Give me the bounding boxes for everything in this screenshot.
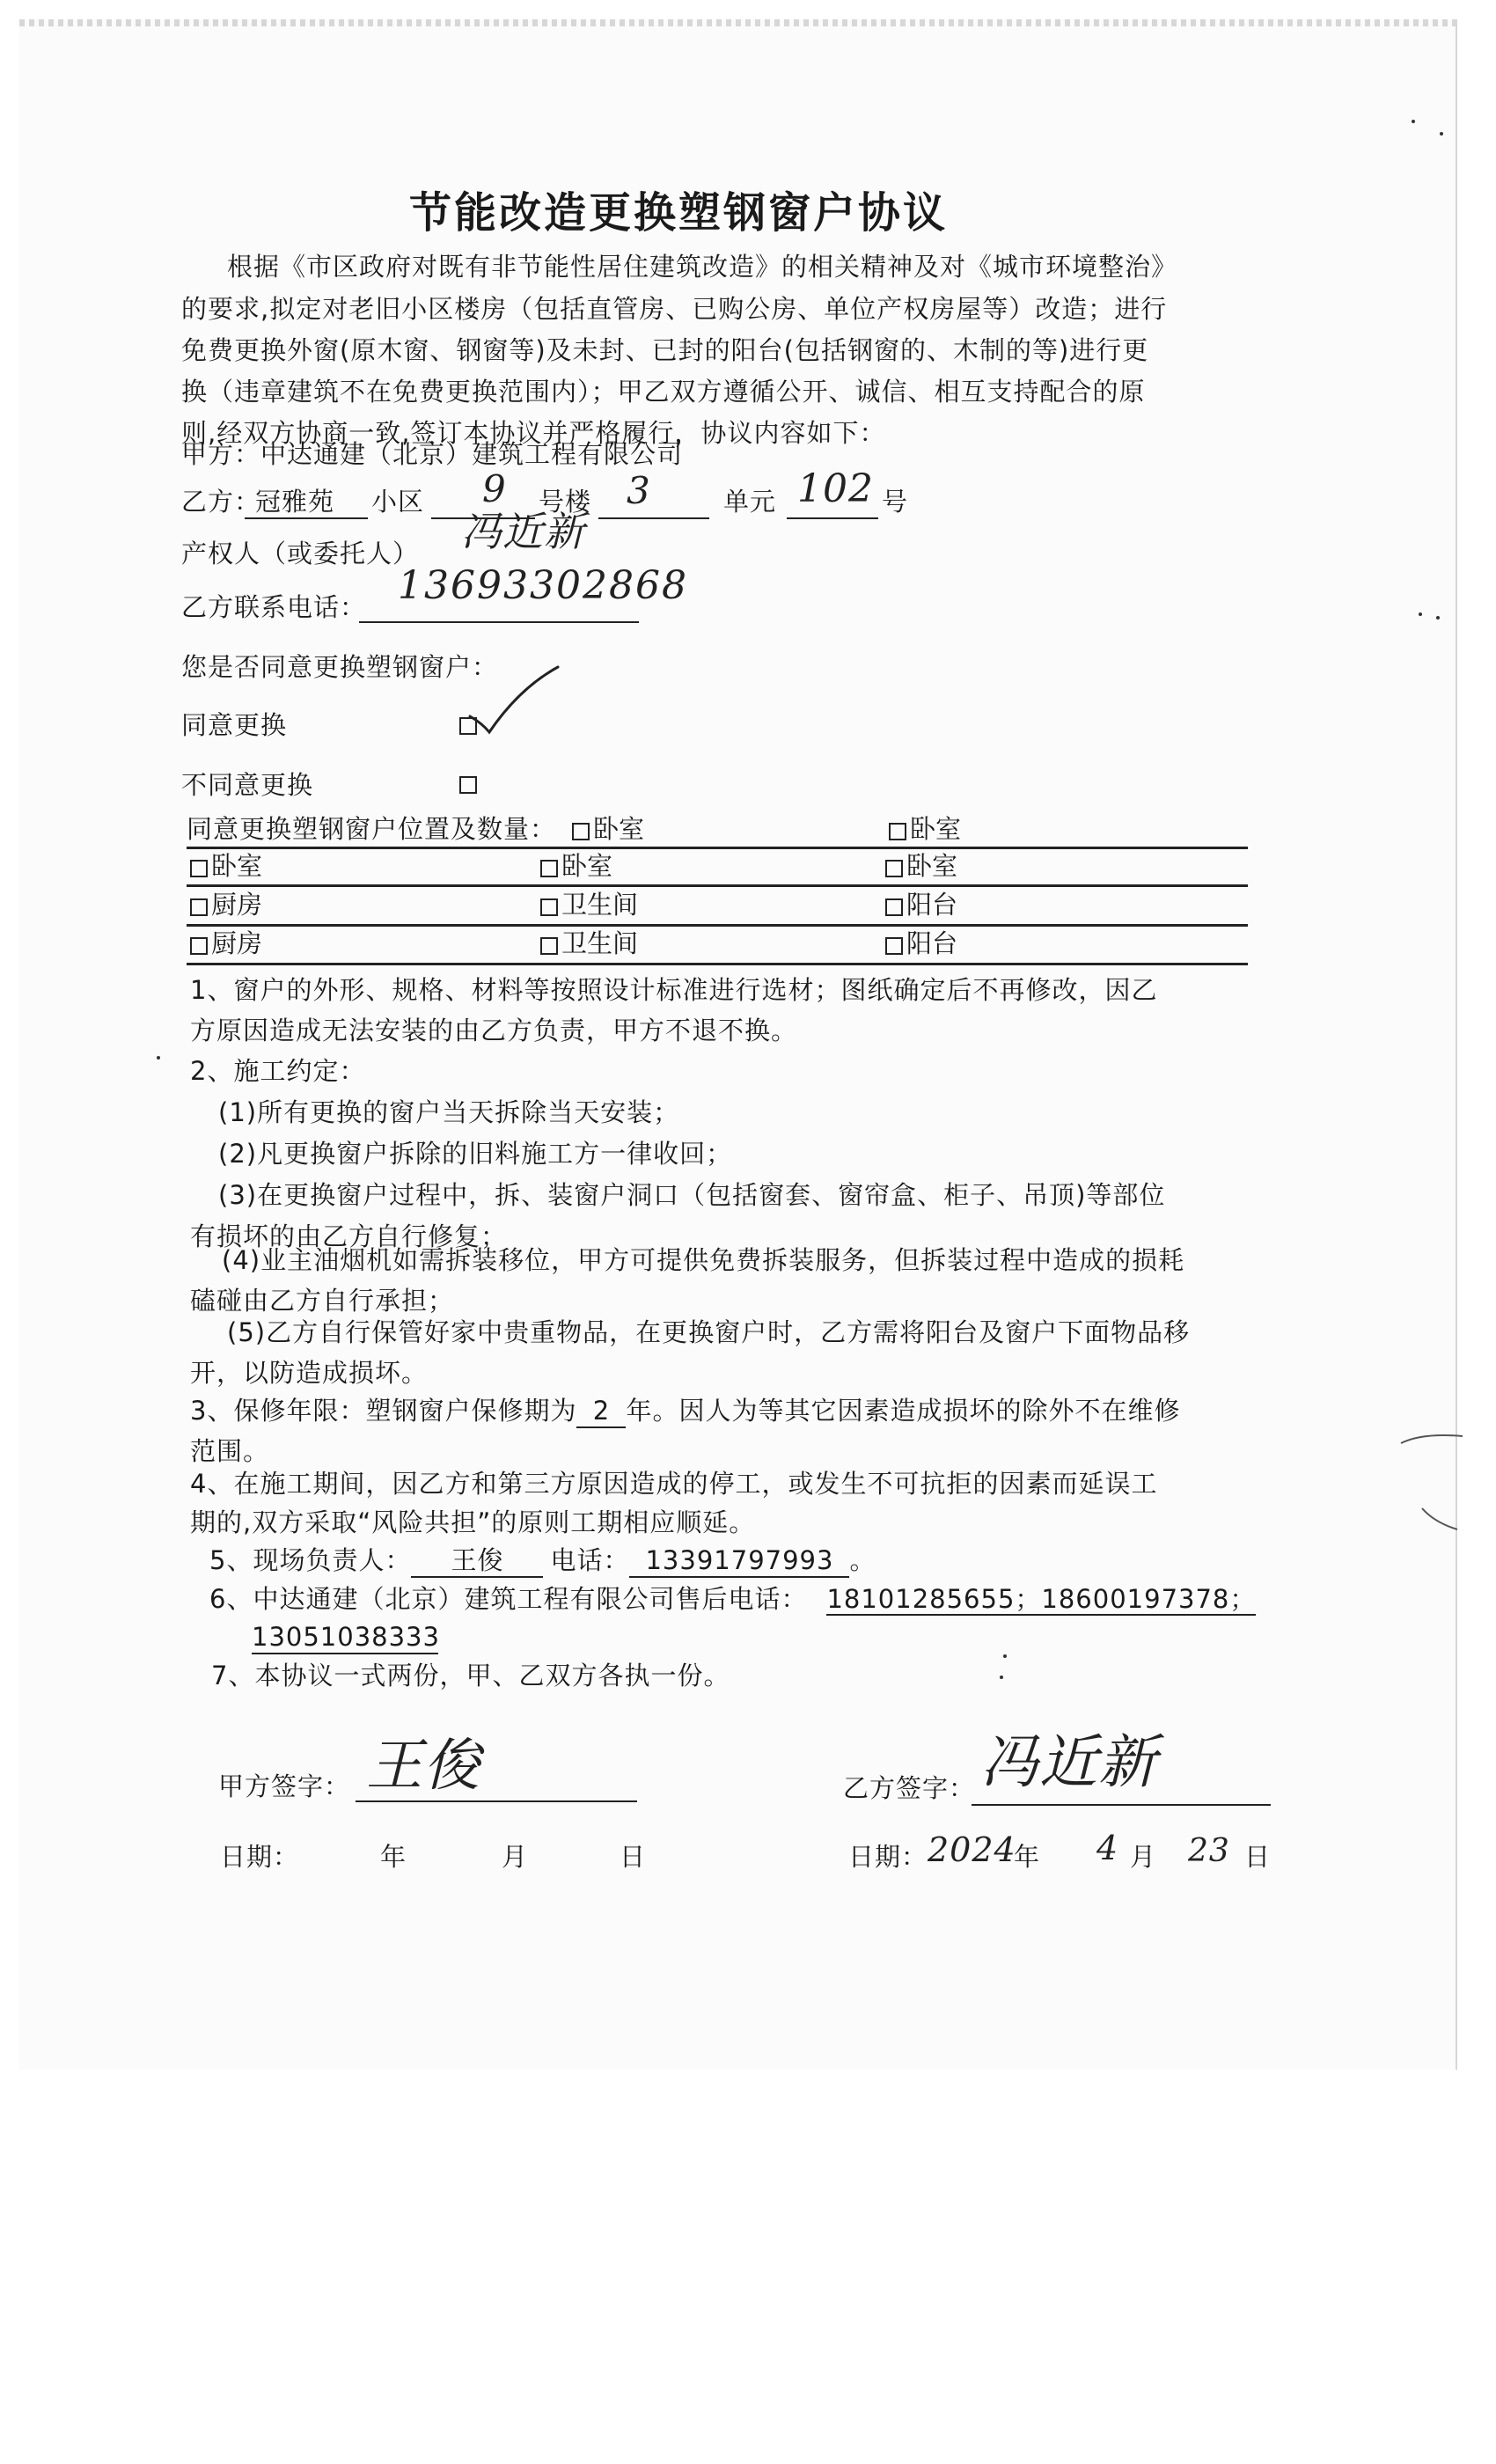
position-r4-c2: 卫生间 <box>540 928 638 959</box>
building-suffix: 号楼 <box>539 487 592 517</box>
scan-speck <box>1003 1654 1007 1658</box>
clause-1-line-1: 1、窗户的外形、规格、材料等按照设计标准进行选材；图纸确定后不再修改，因乙 <box>190 975 1158 1005</box>
party-a-date-day-unit: 日 <box>620 1842 647 1872</box>
clause-6-line-1: 6、中达通建（北京）建筑工程有限公司售后电话： 18101285655；18600197378； <box>209 1584 1257 1614</box>
after-sales-phone-3: 13051038333 <box>252 1621 438 1654</box>
community-value: 冠雅苑 <box>255 487 335 517</box>
disagree-checkbox[interactable] <box>459 776 477 794</box>
clause-2-2: (2)凡更换窗户拆除的旧料施工方一律收回； <box>218 1139 733 1169</box>
phone-value: 13693302868 <box>398 563 688 608</box>
party-a-label: 甲方： <box>181 439 261 469</box>
party-b-date-label: 日期： <box>848 1842 928 1872</box>
document-title: 节能改造更换塑钢窗户协议 <box>409 188 949 238</box>
position-checkbox[interactable] <box>190 898 208 916</box>
clause-6-line-2 <box>252 1621 438 1654</box>
grid-rule-1 <box>187 847 1248 849</box>
unit-value: 3 <box>627 469 651 512</box>
clause-3-line-2: 范围。 <box>190 1436 270 1466</box>
party-a-signature: 王俊 <box>366 1734 480 1799</box>
phone-label: 乙方联系电话： <box>181 592 367 622</box>
clause-2-5-line-1: (5)乙方自行保管好家中贵重物品，在更换窗户时，乙方需将阳台及窗户下面物品移 <box>227 1317 1191 1347</box>
position-r1-c2: 卧室 <box>889 813 961 845</box>
clause-2-3-line-1: (3)在更换窗户过程中，拆、装窗户洞口（包括窗套、窗帘盒、柜子、吊顶)等部位 <box>218 1180 1166 1210</box>
party-a-date-year-unit: 年 <box>380 1842 407 1872</box>
scan-speck <box>1419 612 1422 616</box>
scan-top-edge <box>19 19 1456 26</box>
position-checkbox[interactable] <box>889 823 906 840</box>
clause-2-3-line-2: 有损坏的由乙方自行修复； <box>190 1221 508 1251</box>
scan-speck <box>157 1056 160 1060</box>
position-checkbox[interactable] <box>190 860 208 877</box>
owner-signature: 冯近新 <box>461 508 585 555</box>
intro-line-4: 换（违章建筑不在免费更换范围内）；甲乙双方遵循公开、诚信、相互支持配合的原 <box>181 377 1146 407</box>
party-a-date-month-unit: 月 <box>502 1842 529 1872</box>
room-underline <box>787 517 878 519</box>
after-sales-phones: 18101285655；18600197378； <box>826 1584 1257 1614</box>
unit-underline <box>598 517 709 519</box>
grid-rule-4 <box>187 963 1248 965</box>
clause-2-4-line-1: (4)业主油烟机如需拆装移位，甲方可提供免费拆装服务，但拆装过程中造成的损耗 <box>222 1245 1185 1275</box>
grid-rule-3 <box>187 924 1248 927</box>
room-suffix: 号 <box>882 487 909 517</box>
party-b-date-year: 2024 <box>928 1830 1016 1869</box>
scan-edge-mark <box>1396 1431 1466 1536</box>
site-manager-name: 王俊 <box>411 1544 543 1578</box>
scan-speck <box>1436 616 1440 620</box>
party-b-sign-line <box>972 1804 1271 1806</box>
building-value: 9 <box>482 467 507 510</box>
position-r3-c3: 阳台 <box>885 889 957 920</box>
room-value: 102 <box>797 466 874 511</box>
scan-speck <box>1440 132 1443 136</box>
position-r2-c2: 卧室 <box>540 850 612 882</box>
party-b-sign-label: 乙方签字： <box>843 1773 976 1803</box>
position-r3-c1: 厨房 <box>190 889 262 920</box>
owner-label: 产权人（或委托人） <box>181 539 420 568</box>
position-r4-c3: 阳台 <box>885 928 957 959</box>
agree-label: 同意更换 <box>181 710 288 740</box>
clause-4-line-1: 4、在施工期间，因乙方和第三方原因造成的停工，或发生不可抗拒的因素而延误工 <box>190 1469 1158 1499</box>
position-r4-c1: 厨房 <box>190 928 262 959</box>
position-checkbox[interactable] <box>540 860 558 877</box>
intro-line-2: 的要求,拟定对老旧小区楼房（包括直管房、已购公房、单位产权房屋等）改造；进行 <box>181 294 1168 324</box>
scan-speck <box>1000 1676 1003 1679</box>
unit-suffix: 单元 <box>723 487 777 517</box>
clause-3-line-1: 3、保修年限：塑钢窗户保修期为 2 年。因人为等其它因素造成损坏的除外不在维修 <box>190 1395 1180 1428</box>
intro-line-3: 免费更换外窗(原木窗、钢窗等)及未封、已封的阳台(包括钢窗的、木制的等)进行更 <box>181 335 1149 365</box>
community-underline <box>245 517 368 519</box>
party-a-sign-label: 甲方签字： <box>218 1771 351 1801</box>
community-suffix: 小区 <box>371 487 425 517</box>
warranty-years: 2 <box>576 1395 626 1428</box>
position-r2-c1: 卧室 <box>190 850 262 882</box>
position-checkbox[interactable] <box>572 823 590 840</box>
clause-1-line-2: 方原因造成无法安装的由乙方负责，甲方不退不换。 <box>190 1016 798 1045</box>
party-a-sign-line <box>356 1800 637 1802</box>
party-b-date-day: 23 <box>1188 1833 1230 1869</box>
clause-2-5-line-2: 开，以防造成损坏。 <box>190 1358 429 1388</box>
party-b-signature: 冯近新 <box>980 1728 1157 1796</box>
party-a-name: 中达通建（北京）建筑工程有限公司 <box>260 439 684 469</box>
intro-line-1: 根据《市区政府对既有非节能性居住建筑改造》的相关精神及对《城市环境整治》 <box>227 252 1178 282</box>
position-checkbox[interactable] <box>885 937 903 955</box>
clause-4-line-2: 期的,双方采取“风险共担”的原则工期相应顺延。 <box>190 1507 756 1537</box>
party-b-date-month: 4 <box>1096 1829 1119 1867</box>
disagree-label: 不同意更换 <box>181 770 314 800</box>
position-checkbox[interactable] <box>190 937 208 955</box>
position-r2-c3: 卧室 <box>885 850 957 882</box>
consent-question: 您是否同意更换塑钢窗户： <box>181 652 499 682</box>
position-checkbox[interactable] <box>885 898 903 916</box>
scan-speck <box>1412 120 1415 123</box>
intro-line-5: 则,经双方协商一致,签订本协议并严格履行，协议内容如下： <box>181 418 886 448</box>
position-checkbox[interactable] <box>540 898 558 916</box>
party-b-date-month-unit: 月 <box>1130 1842 1157 1872</box>
position-checkbox[interactable] <box>540 937 558 955</box>
phone-underline <box>359 621 639 623</box>
site-manager-phone: 13391797993 <box>629 1544 849 1578</box>
check-mark-icon <box>466 662 563 741</box>
clause-2-1: (1)所有更换的窗户当天拆除当天安装； <box>218 1097 680 1127</box>
clause-5: 5、现场负责人： 王俊 电话： 13391797993 。 <box>209 1544 876 1578</box>
clause-2-4-line-2: 磕碰由乙方自行承担； <box>190 1286 455 1316</box>
clause-7: 7、本协议一式两份，甲、乙双方各执一份。 <box>211 1661 730 1690</box>
party-b-date-day-unit: 日 <box>1244 1842 1272 1872</box>
party-b-date-year-unit: 年 <box>1014 1842 1041 1872</box>
position-checkbox[interactable] <box>885 860 903 877</box>
position-r3-c2: 卫生间 <box>540 889 638 920</box>
position-r1-c1: 卧室 <box>572 813 644 845</box>
grid-rule-2 <box>187 884 1248 887</box>
clause-2-heading: 2、施工约定： <box>190 1056 366 1086</box>
positions-label: 同意更换塑钢窗户位置及数量： <box>187 814 557 844</box>
party-b-label: 乙方： <box>181 487 261 517</box>
party-a-date-label: 日期： <box>220 1842 300 1872</box>
